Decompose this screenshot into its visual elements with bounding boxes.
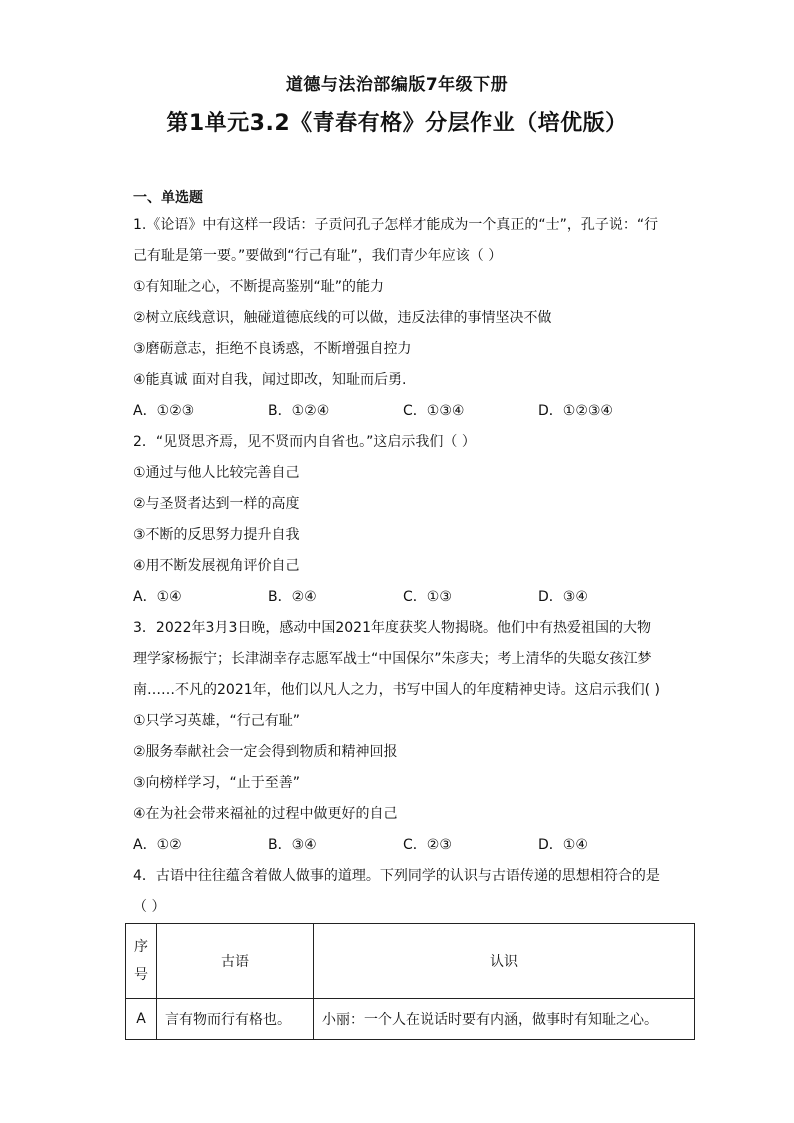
question-1-item: ④能真诚 面对自我，闻过即改，知耻而后勇. bbox=[133, 372, 407, 388]
question-2-stem-line: 2．“见贤思齐焉，见不贤而内自省也。”这启示我们（ ） bbox=[133, 434, 476, 450]
question-2-item: ③不断的反思努力提升自我 bbox=[133, 527, 300, 543]
question-1-item: ①有知耻之心，不断提高鉴别“耻”的能力 bbox=[133, 279, 385, 295]
option-b[interactable]: B．②④ bbox=[268, 589, 317, 605]
option-d[interactable]: D．③④ bbox=[538, 589, 588, 605]
table-cell-understanding: 小丽：一个人在说话时要有内涵，做事时有知耻之心。 bbox=[314, 999, 695, 1040]
question-4 bbox=[133, 861, 673, 923]
question-2-options bbox=[133, 582, 673, 613]
question-1-item: ③磨砺意志，拒绝不良诱惑，不断增强自控力 bbox=[133, 341, 412, 357]
question-4-stem-line: （ ） bbox=[133, 899, 166, 915]
table-cell-proverb: 言有物而行有格也。 bbox=[157, 999, 314, 1040]
option-a[interactable]: A．①④ bbox=[133, 589, 182, 605]
document-subtitle: 道德与法治部编版7年级下册 bbox=[285, 75, 509, 95]
question-3-stem-line: 理学家杨振宁；长津湖幸存志愿军战士“中国保尔”朱彦夫；考上清华的失聪女孩江梦 bbox=[133, 651, 652, 667]
option-c[interactable]: C．②③ bbox=[403, 837, 452, 853]
question-3 bbox=[133, 613, 673, 861]
question-3-item: ④在为社会带来福祉的过程中做更好的自己 bbox=[133, 806, 398, 822]
option-c[interactable]: C．①③④ bbox=[403, 403, 465, 419]
question-1-options bbox=[133, 396, 673, 427]
option-d[interactable]: D．①④ bbox=[538, 837, 588, 853]
table-header-understanding: 认识 bbox=[314, 924, 695, 999]
question-2-item: ①通过与他人比较完善自己 bbox=[133, 465, 300, 481]
question-1-item: ②树立底线意识，触碰道德底线的可以做，违反法律的事情坚决不做 bbox=[133, 310, 552, 326]
question-1 bbox=[133, 210, 673, 427]
option-c[interactable]: C．①③ bbox=[403, 589, 452, 605]
question-4-stem-line: 4．古语中往往蕴含着做人做事的道理。下列同学的认识与古语传递的思想相符合的是 bbox=[133, 868, 660, 884]
table-header-number bbox=[126, 924, 157, 999]
question-3-item: ③向榜样学习，“止于至善” bbox=[133, 775, 301, 791]
table-row bbox=[126, 999, 695, 1040]
question-2 bbox=[133, 427, 673, 613]
table-header-number-text: 序号 bbox=[134, 939, 148, 983]
option-b[interactable]: B．③④ bbox=[268, 837, 317, 853]
question-3-item: ①只学习英雄，“行己有耻” bbox=[133, 713, 301, 729]
question-2-item: ④用不断发展视角评价自己 bbox=[133, 558, 300, 574]
option-a[interactable]: A．①② bbox=[133, 837, 182, 853]
document-title: 第1单元3.2《青春有格》分层作业（培优版） bbox=[166, 111, 628, 136]
question-3-stem-line: 3．2022年3月3日晚，感动中国2021年度获奖人物揭晓。他们中有热爱祖国的大物 bbox=[133, 620, 651, 636]
table-cell-number: A bbox=[126, 999, 157, 1040]
option-d[interactable]: D．①②③④ bbox=[538, 403, 613, 419]
question-3-options bbox=[133, 830, 673, 861]
table-header-row bbox=[126, 924, 695, 999]
section-title: 一、单选题 bbox=[133, 190, 203, 206]
question-3-stem-line: 南……不凡的2021年，他们以凡人之力，书写中国人的年度精神史诗。这启示我们( ) bbox=[133, 682, 661, 698]
option-a[interactable]: A．①②③ bbox=[133, 403, 195, 419]
question-3-item: ②服务奉献社会一定会得到物质和精神回报 bbox=[133, 744, 398, 760]
question-2-item: ②与圣贤者达到一样的高度 bbox=[133, 496, 300, 512]
document-content bbox=[133, 186, 673, 923]
option-b[interactable]: B．①②④ bbox=[268, 403, 330, 419]
question-1-stem-line: 1.《论语》中有这样一段话：子贡问孔子怎样才能成为一个真正的“士”，孔子说：“行 bbox=[133, 217, 659, 233]
proverb-table bbox=[125, 923, 695, 1040]
question-1-stem-line: 己有耻是第一要。”要做到“行己有耻”，我们青少年应该（ ） bbox=[133, 248, 503, 264]
table-header-proverb: 古语 bbox=[157, 924, 314, 999]
